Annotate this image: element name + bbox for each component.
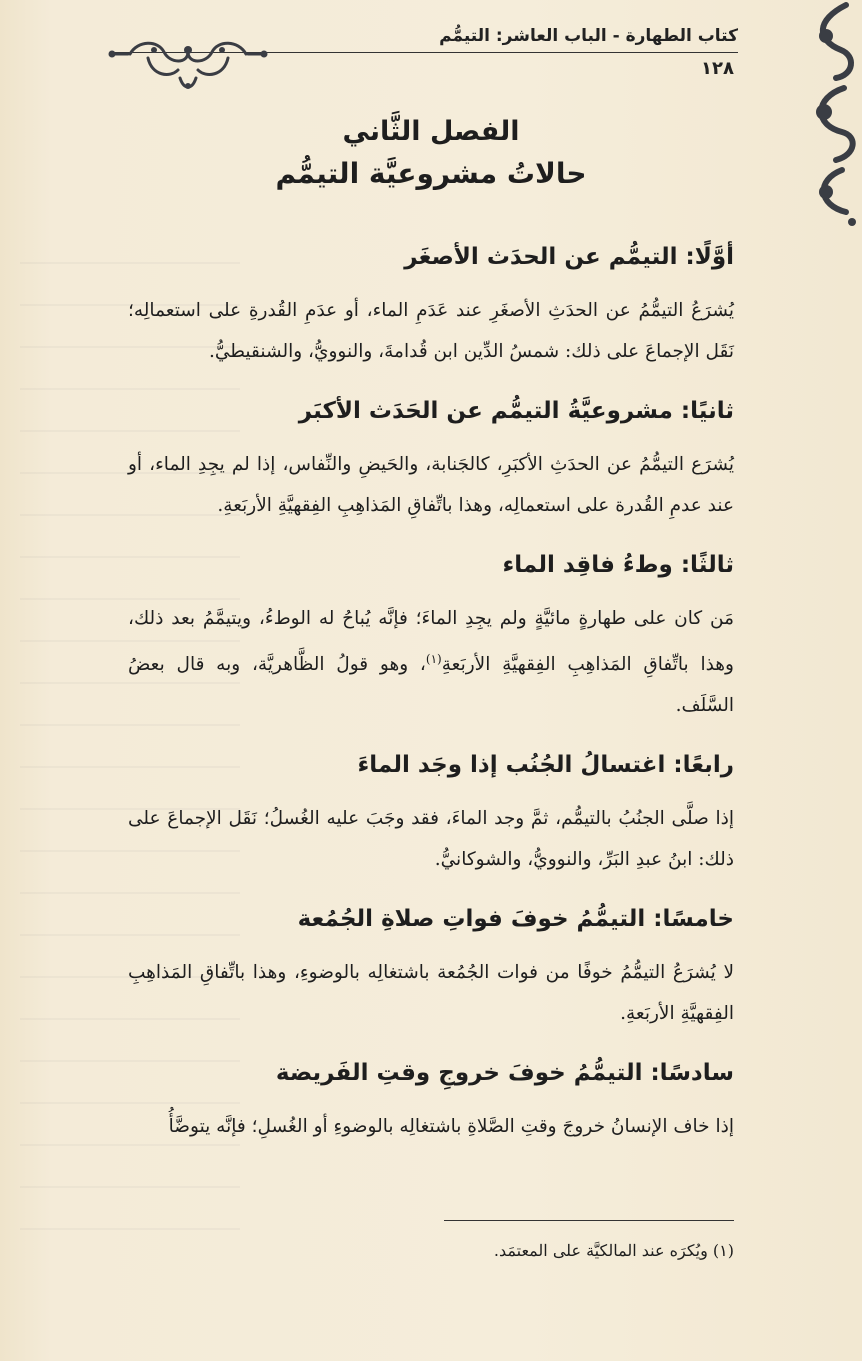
chapter-title: حالاتُ مشروعيَّة التيمُّم <box>275 157 587 190</box>
section-paragraph: يُشرَعُ التيمُّمُ عن الحدَثِ الأصغَرِ عند عَدَمِ الماء، أو عدَمِ القُدرةِ على استعمالِه؛ نَقَل الإجماعَ على ذلك: شمسُ الدِّين ابن قُدامةَ، والنوويُّ، والشنقيطيُّ. <box>128 300 734 362</box>
section-heading: خامسًا: التيمُّمُ خوفَ فواتِ صلاةِ الجُمُعة <box>297 906 734 933</box>
running-header <box>110 18 738 78</box>
running-header-title: كتاب الطهارة - الباب العاشر: التيمُّم <box>439 26 738 46</box>
section-5 <box>128 902 734 1034</box>
section-paragraph: لا يُشرَعُ التيمُّمُ خوفًا من فوات الجُمُعة باشتغالِه بالوضوءِ، وهذا باتِّفاقِ المَذاهِبِ الفِقهيَّةِ الأربَعةِ. <box>128 962 734 1025</box>
footnote-marker[interactable]: (١) <box>425 652 442 666</box>
page-number: ١٢٨ <box>701 58 734 79</box>
section-heading: ثانيًا: مشروعيَّةُ التيمُّم عن الحَدَث الأكبَر <box>298 398 734 424</box>
section-6 <box>128 1056 734 1147</box>
section-paragraph <box>128 598 734 726</box>
section-heading: رابعًا: اغتسالُ الجُنُب إذا وجَد الماءَ <box>357 752 734 779</box>
section-paragraph: إذا خاف الإنسانُ خروجَ وقتِ الصَّلاةِ باشتغالِه بالوضوءِ أو الغُسلِ؛ فإنَّه يتوضَّأُ <box>168 1116 734 1138</box>
footnote: (١) ويُكرَه عند المالكيَّة على المعتمَد. <box>493 1241 734 1260</box>
vertical-floral-border-icon <box>796 0 862 230</box>
section-heading: أوَّلًا: التيمُّم عن الحدَث الأصغَر <box>404 244 734 270</box>
section-heading: سادسًا: التيمُّمُ خوفَ خروجِ وقتِ الفَريضة <box>275 1060 734 1087</box>
section-paragraph: إذا صلَّى الجنُبُ بالتيمُّم، ثمَّ وجد الماءَ، فقد وجَبَ عليه الغُسلُ؛ نَقَل الإجماعَ على ذلك: ابنُ عبدِ البَرِّ، والنوويُّ، والشوكانيُّ. <box>128 808 734 871</box>
main-content <box>128 240 734 1169</box>
section-3 <box>128 548 734 726</box>
footnote-rule <box>444 1220 734 1221</box>
paragraph-text: ، وهو قولُ الظَّاهريَّة، وبه قال بعضُ السَّلَف. <box>128 654 734 717</box>
chapter-number: الفصل الثَّاني <box>342 116 520 147</box>
section-2 <box>128 394 734 526</box>
paragraph-text: مَن كان على طهارةٍ مائيَّةٍ ولم يجِدِ الماءَ؛ فإنَّه يُباحُ له الوطءُ، ويتيمَّمُ بعد ذلك، وهذا باتِّفاقِ المَذاهِبِ الفِقهيَّةِ الأربَعةِ <box>128 608 734 676</box>
floral-scroll-icon <box>108 38 268 96</box>
section-4 <box>128 748 734 880</box>
section-1 <box>128 240 734 372</box>
section-paragraph: يُشرَع التيمُّمُ عن الحدَثِ الأكبَرِ، كالجَنابة، والحَيضِ والنِّفاس، إذا لم يجِدِ الماء، أو عند عدمِ القُدرة على استعمالِه، وهذا باتِّفاقِ المَذاهِبِ الفِقهيَّةِ الأربَعةِ. <box>128 454 734 516</box>
section-heading: ثالثًا: وطءُ فاقِد الماء <box>502 552 734 578</box>
chapter-heading <box>0 116 862 190</box>
